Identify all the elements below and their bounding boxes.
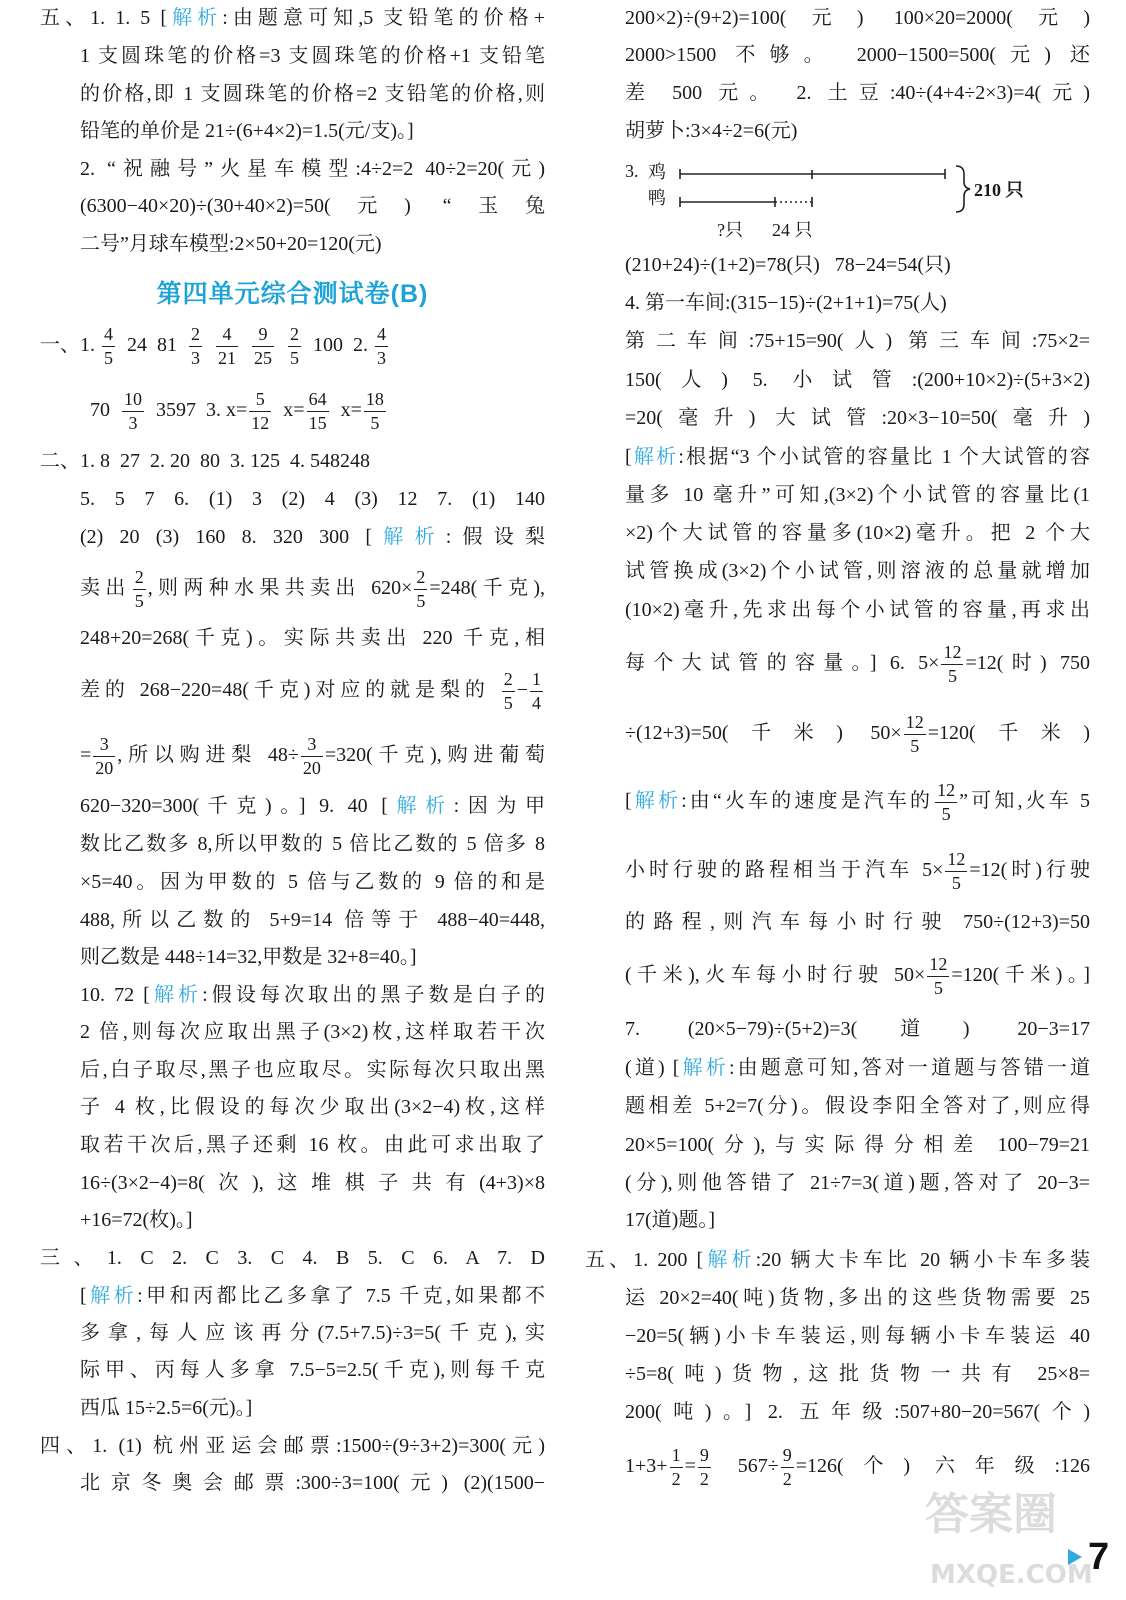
left-column-line — [40, 315, 545, 375]
text-run: ×5=40。因为甲数的 5 倍与乙数的 9 倍的和是 — [80, 871, 545, 893]
text-run: (210+24)÷(1+2)=78(只) 78−24=54(只) — [625, 254, 951, 276]
text-run: 北京冬奥会邮票:300÷3=100(元) (2)(1500− — [80, 1472, 545, 1494]
fraction-numerator: 12 — [947, 849, 966, 870]
analysis-label: 解析 — [631, 790, 682, 812]
text-run: :由“火车的速度是汽车的 — [681, 790, 934, 812]
text-run: ”可知,火车 5 — [959, 790, 1090, 812]
text-run: =120(千米)。] — [951, 964, 1090, 986]
fraction — [375, 325, 388, 368]
fraction — [288, 325, 301, 368]
right-column-line — [625, 518, 1090, 548]
text-run: 的路程,则汽车每小时行驶 750÷(12+3)=50 — [625, 911, 1090, 933]
text-run: 铅笔的单价是 21÷(6+4×2)=1.5(元/支)。] — [80, 120, 414, 142]
text-run: 17(道)题。] — [625, 1209, 715, 1231]
fraction-denominator: 12 — [251, 412, 270, 433]
text-run — [204, 334, 214, 356]
fraction — [133, 568, 146, 611]
analysis-label: 解析 — [387, 795, 454, 817]
text-run: x= — [330, 399, 362, 421]
left-column-line — [80, 1055, 545, 1085]
text-run: 西瓜 15÷2.5=6(元)。] — [80, 1397, 253, 1419]
analysis-label: 解析 — [679, 1057, 729, 1079]
fraction — [252, 325, 274, 368]
right-column-line — [625, 945, 1090, 1005]
fraction-denominator: 5 — [941, 803, 951, 824]
left-column-line — [80, 829, 545, 859]
fraction-denominator: 2 — [671, 1468, 681, 1489]
fraction-numerator: 1 — [671, 1445, 681, 1466]
left-column-line — [40, 1431, 545, 1461]
text-run: 后,白子取尽,黑子也应取尽。实际每次只取出黑 — [80, 1059, 545, 1081]
text-run: 试管换成(3×2)个小试管,则溶液的总量就增加 — [625, 560, 1090, 582]
left-column-line — [80, 867, 545, 897]
fraction-numerator: 12 — [905, 712, 924, 733]
text-run: 三、1. C 2. C 3. C 4. B 5. C 6. A 7. D — [40, 1247, 545, 1269]
text-run: ÷(12+3)=50(千米) 50× — [625, 722, 902, 744]
analysis-label: 解析 — [631, 446, 679, 468]
text-run: 二、1. 8 27 2. 20 80 3. 125 4. 548248 — [40, 450, 370, 472]
watermark-domain: MXQE.COM — [930, 1560, 1093, 1590]
left-column-line — [80, 1168, 545, 1198]
text-run: 题相差 5+2=7(分)。假设李阳全答对了,则应得 — [625, 1095, 1090, 1117]
text-run: :由题意可知,答对一道题与答错一道 — [728, 1057, 1090, 1079]
text-run: ,则两种水果共卖出 620× — [147, 577, 413, 599]
fraction — [93, 735, 115, 778]
text-run: :假设每次取出的黑子数是白子的 — [202, 984, 545, 1006]
right-column-line — [625, 556, 1090, 586]
fraction-numerator: 12 — [929, 954, 948, 975]
diagram-item-number: 3. — [625, 161, 639, 181]
fraction-numerator: 18 — [365, 389, 384, 410]
left-column-line — [80, 942, 545, 972]
text-run: (6300−40×20)÷(30+40×2)=50(元) “玉兔 — [80, 195, 545, 217]
text-run: 差的 268−220=48(千克)对应的就是梨的 — [80, 679, 500, 701]
text-run: 2000>1500 不够。 2000−1500=500(元) 还 — [625, 44, 1090, 66]
left-column-line — [80, 623, 545, 653]
text-run: [ — [625, 446, 632, 468]
text-run: (道) [ — [625, 1057, 680, 1079]
left-column-line — [80, 558, 545, 618]
right-column-line — [625, 3, 1090, 33]
text-run: [ — [625, 790, 632, 812]
fraction-denominator: 5 — [370, 412, 380, 433]
fraction — [927, 955, 949, 998]
fraction-numerator: 4 — [377, 324, 386, 345]
fraction — [698, 1446, 711, 1489]
text-run: =248(千克), — [429, 577, 545, 599]
fraction-denominator: 3 — [377, 347, 386, 368]
fraction — [904, 713, 926, 756]
text-run: =320(千克),购进葡萄 — [324, 744, 545, 766]
fraction — [301, 735, 323, 778]
text-run: 每个大试管的容量。] 6. 5× — [625, 652, 940, 674]
text-run: = — [80, 744, 92, 766]
text-run: 5. 5 7 6. (1) 3 (2) 4 (3) 12 7. (1) 140 — [80, 488, 545, 510]
fraction — [781, 1446, 794, 1489]
total-label: 210 只 — [974, 180, 1024, 200]
fraction-numerator: 9 — [258, 324, 268, 345]
fraction-numerator: 2 — [416, 567, 426, 588]
right-column-line — [625, 1014, 1090, 1044]
total-brace — [956, 166, 970, 212]
text-run: 则乙数是 448÷14=32,甲数是 32+8=40。] — [80, 946, 417, 968]
fraction-numerator: 2 — [290, 324, 299, 345]
fraction-denominator: 20 — [302, 757, 321, 778]
text-run: 16÷(3×2−4)=8(次),这堆棋子共有(4+3)×8 — [80, 1172, 545, 1194]
text-run: 150(人) 5. 小试管:(200+10×2)÷(5+3×2) — [625, 369, 1090, 391]
section-heading: 第四单元综合测试卷(B) — [156, 280, 429, 308]
left-column-line — [80, 1318, 545, 1348]
left-column-line — [80, 1205, 545, 1235]
text-run: :甲和丙都比乙多拿了 7.5 千克,如果都不 — [137, 1285, 545, 1307]
right-column-line — [625, 78, 1090, 108]
left-column-line — [80, 905, 545, 935]
text-run: =20(毫升) 大试管:20×3−10=50(毫升) — [625, 407, 1090, 429]
left-column-line — [80, 660, 545, 720]
analysis-label: 解析 — [167, 7, 223, 29]
text-run: 取若干次后,黑子还剩 16 枚。由此可求出取了 — [80, 1134, 545, 1156]
duck-label: 鸭 — [648, 188, 666, 208]
text-run: = — [684, 1455, 696, 1477]
fraction-numerator: 5 — [255, 389, 265, 410]
fraction — [122, 390, 144, 433]
text-run: [ — [80, 1285, 87, 1307]
text-run: =12(时) 750 — [965, 652, 1090, 674]
fraction-denominator: 20 — [95, 757, 114, 778]
text-run: 200(吨)。] 2. 五年级:507+80−20=567(个) — [625, 1401, 1090, 1423]
left-column-line — [80, 1017, 545, 1047]
right-column-line — [625, 1205, 1090, 1235]
text-run: (10×2)毫升,先求出每个小试管的容量,再求出 — [625, 599, 1090, 621]
left-column-line — [80, 725, 545, 785]
chicken-label: 鸡 — [648, 162, 666, 182]
left-column-line — [80, 1281, 545, 1311]
text-run: 四、1. (1) 杭州亚运会邮票:1500÷(9÷3+2)=300(元) — [40, 1435, 545, 1457]
fraction-numerator: 2 — [134, 567, 144, 588]
text-run: 1+3+ — [625, 1455, 668, 1477]
right-column-line — [625, 595, 1090, 625]
fraction — [307, 390, 329, 433]
text-run: :假设梨 — [445, 526, 545, 548]
text-run: 运 20×2=40(吨)货物,多出的这些货物需要 25 — [625, 1287, 1090, 1309]
page-number: 7 — [1088, 1536, 1110, 1578]
fraction — [502, 670, 515, 713]
text-run: 1 支圆珠笔的价格=3 支圆珠笔的价格+1 支铅笔 — [80, 45, 545, 67]
watermark-logo-text: 答案圈 — [925, 1489, 1057, 1540]
text-run: ÷5=8(吨)货物,这批货物一共有 25×8= — [625, 1363, 1090, 1385]
text-run: 3597 3. x= — [146, 399, 248, 421]
text-run: 二号”月球车模型:2×50+20=120(元) — [80, 233, 382, 255]
fraction-numerator: 4 — [222, 324, 232, 345]
left-column-line — [40, 1243, 545, 1273]
left-column-line — [40, 3, 545, 33]
fraction-numerator: 10 — [124, 389, 142, 410]
fraction-numerator: 12 — [943, 642, 962, 663]
fraction-denominator: 25 — [254, 347, 272, 368]
text-run: :20 辆大卡车比 20 辆小卡车多装 — [755, 1249, 1090, 1271]
text-run: −20=5(辆)小卡车装运,则每辆小卡车装运 40 — [625, 1325, 1090, 1347]
text-run: 20×5=100(分),与实际得分相差 100−79=21 — [625, 1134, 1090, 1156]
text-run: 五、1. 200 [ — [585, 1249, 704, 1271]
text-run: 10. 72 [ — [80, 984, 150, 1006]
fraction-denominator: 5 — [104, 347, 113, 368]
text-run: 200×2)÷(9+2)=100(元) 100×20=2000(元) — [625, 7, 1090, 29]
text-run: ,所以购进梨 48÷ — [117, 744, 299, 766]
text-run: x= — [273, 399, 305, 421]
right-column-line — [625, 1053, 1090, 1083]
text-run — [240, 334, 250, 356]
left-column-line — [80, 980, 545, 1010]
right-column-line — [625, 1283, 1090, 1313]
left-column-line — [80, 1130, 545, 1160]
fraction-numerator: 12 — [937, 780, 956, 801]
left-column-line — [80, 1355, 545, 1385]
text-run: (2) 20 (3) 160 8. 320 300 [ — [80, 526, 372, 548]
right-column-line — [625, 633, 1090, 693]
text-run: (千米),火车每小时行驶 50× — [625, 964, 926, 986]
text-run: 多拿,每人应该再分(7.5+7.5)÷3=5(千克),实 — [80, 1322, 545, 1344]
text-run: :因为甲 — [453, 795, 545, 817]
text-run: 248+20=268(千克)。实际共卖出 220 千克,相 — [80, 627, 545, 649]
text-run: 胡萝卜:3×4÷2=6(元) — [625, 120, 798, 142]
text-run: 70 — [80, 399, 120, 421]
fraction-denominator: 5 — [947, 665, 957, 686]
fraction-numerator: 64 — [308, 389, 327, 410]
fraction — [364, 390, 386, 433]
left-column-line — [80, 154, 545, 184]
fraction — [189, 325, 202, 368]
text-run: +16=72(枚)。] — [80, 1209, 193, 1231]
text-run: 第二车间:75+15=90(人) 第三车间:75×2= — [625, 330, 1090, 352]
right-column-line — [625, 40, 1090, 70]
left-column-line — [80, 79, 545, 109]
left-column-line — [80, 791, 545, 821]
left-column-line — [80, 380, 545, 440]
fraction-denominator: 5 — [503, 692, 513, 713]
left-column-line — [80, 1393, 545, 1423]
text-run: 2. “祝融号”火星车模型:4÷2=2 40÷2=20(元) — [80, 158, 545, 180]
fraction — [216, 325, 238, 368]
analysis-label: 解析 — [371, 526, 446, 548]
text-run: 五、1. 1. 5 [ — [40, 7, 168, 29]
left-column-line — [80, 116, 545, 146]
right-column-line — [625, 771, 1090, 831]
text-run: 数比乙数多 8,所以甲数的 5 倍比乙数的 5 倍多 8 — [80, 833, 545, 855]
left-column-line — [80, 1092, 545, 1122]
fraction-numerator: 1 — [532, 669, 541, 690]
text-run: 差 500 元。 2. 土豆:40÷(4+4÷2×3)=4(元) — [625, 82, 1090, 104]
right-column-line — [625, 703, 1090, 763]
right-column-line — [625, 1168, 1090, 1198]
fraction-denominator: 21 — [218, 347, 236, 368]
text-run: 100 2. — [303, 334, 373, 356]
fraction-denominator: 15 — [308, 412, 327, 433]
text-run: − — [516, 679, 528, 701]
fraction-denominator: 4 — [532, 692, 541, 713]
right-column-line — [625, 365, 1090, 395]
segment-diagram-drawing — [670, 160, 990, 220]
text-run: 620−320=300(千克)。] 9. 40 [ — [80, 795, 388, 817]
text-run: 卖出 — [80, 577, 131, 599]
fraction-denominator: 5 — [910, 735, 920, 756]
text-run: ×2)个大试管的容量多(10×2)毫升。把 2 个大 — [625, 522, 1090, 544]
right-column-line — [625, 1359, 1090, 1389]
fraction-numerator: 9 — [782, 1445, 792, 1466]
fraction-denominator: 5 — [134, 590, 144, 611]
fraction-numerator: 3 — [307, 734, 317, 755]
difference-label: 24 只 — [772, 220, 813, 240]
analysis-label: 解析 — [149, 984, 203, 1006]
text-run: 24 81 — [117, 334, 187, 356]
text-run: 一、1. — [40, 334, 100, 356]
right-column-line — [625, 840, 1090, 900]
text-run: 2 倍,则每次应取出黑子(3×2)枚,这样取若干次 — [80, 1021, 545, 1043]
fraction — [941, 643, 963, 686]
text-run: 488,所以乙数的 5+9=14 倍等于 488−40=448, — [80, 909, 545, 931]
fraction-denominator: 5 — [416, 590, 426, 611]
right-column-line — [625, 480, 1090, 510]
text-run: 的价格,即 1 支圆珠笔的价格=2 支铅笔的价格,则 — [80, 83, 545, 105]
fraction-denominator: 2 — [699, 1468, 709, 1489]
text-run: 际甲、丙每人多拿 7.5−5=2.5(千克),则每千克 — [80, 1359, 545, 1381]
fraction-numerator: 3 — [99, 734, 109, 755]
fraction-denominator: 3 — [128, 412, 138, 433]
fraction-denominator: 5 — [933, 977, 943, 998]
analysis-label: 解析 — [703, 1249, 756, 1271]
text-run: 子 4 枚,比假设的每次少取出(3×2−4)枚,这样 — [80, 1096, 545, 1118]
right-column-line — [625, 116, 1090, 146]
fraction — [670, 1446, 683, 1489]
right-column-line — [625, 1321, 1090, 1351]
text-run: :由题意可知,5 支铅笔的价格+ — [222, 7, 545, 29]
left-column-line — [80, 229, 545, 259]
fraction — [414, 568, 427, 611]
right-column-line — [625, 1397, 1090, 1427]
right-column-line — [625, 442, 1090, 472]
right-column-line — [625, 403, 1090, 433]
fraction — [945, 850, 967, 893]
text-run: (分),则他答错了 21÷7=3(道)题,答对了 20−3= — [625, 1172, 1090, 1194]
right-column-line — [625, 907, 1090, 937]
fraction-denominator: 3 — [191, 347, 200, 368]
fraction — [935, 781, 957, 824]
left-column-line — [80, 484, 545, 514]
fraction — [102, 325, 115, 368]
fraction-denominator: 5 — [290, 347, 299, 368]
right-column-line — [625, 1091, 1090, 1121]
text-run: 567÷ — [712, 1455, 779, 1477]
right-column-line — [625, 288, 1090, 318]
left-column-line — [40, 446, 545, 476]
text-run: :根据“3 个小试管的容量比 1 个大试管的容 — [678, 446, 1090, 468]
left-column-line — [80, 191, 545, 221]
text-run: 量多 10 毫升”可知,(3×2)个小试管的容量比(1 — [625, 484, 1090, 506]
right-column-line — [625, 326, 1090, 356]
fraction-numerator: 9 — [699, 1445, 709, 1466]
left-column-line — [80, 41, 545, 71]
left-column-line — [80, 522, 545, 552]
fraction-denominator: 2 — [782, 1468, 792, 1489]
text-run: 4. 第一车间:(315−15)÷(2+1+1)=75(人) — [625, 292, 947, 314]
unknown-count-label: ?只 — [717, 220, 743, 240]
analysis-label: 解析 — [86, 1285, 138, 1307]
text-run: =126(个) 六年级:126 — [795, 1455, 1090, 1477]
fraction-numerator: 4 — [104, 324, 113, 345]
page-arrow-icon — [1068, 1549, 1082, 1565]
text-run: 7. (20×5−79)÷(5+2)=3(道) 20−3=17 — [625, 1018, 1090, 1040]
right-column-line — [625, 1130, 1090, 1160]
fraction — [530, 670, 543, 713]
fraction — [249, 390, 271, 433]
fraction-numerator: 2 — [503, 669, 513, 690]
left-column-line — [80, 1468, 545, 1498]
text-run: =12(时)行驶 — [969, 859, 1090, 881]
fraction-numerator: 2 — [191, 324, 200, 345]
right-column-line — [585, 1245, 1090, 1275]
fraction-denominator: 5 — [951, 872, 961, 893]
text-run: =120(千米) — [927, 722, 1090, 744]
right-column-line — [625, 250, 1090, 280]
text-run: 小时行驶的路程相当于汽车 5× — [625, 859, 944, 881]
text-run — [276, 334, 286, 356]
